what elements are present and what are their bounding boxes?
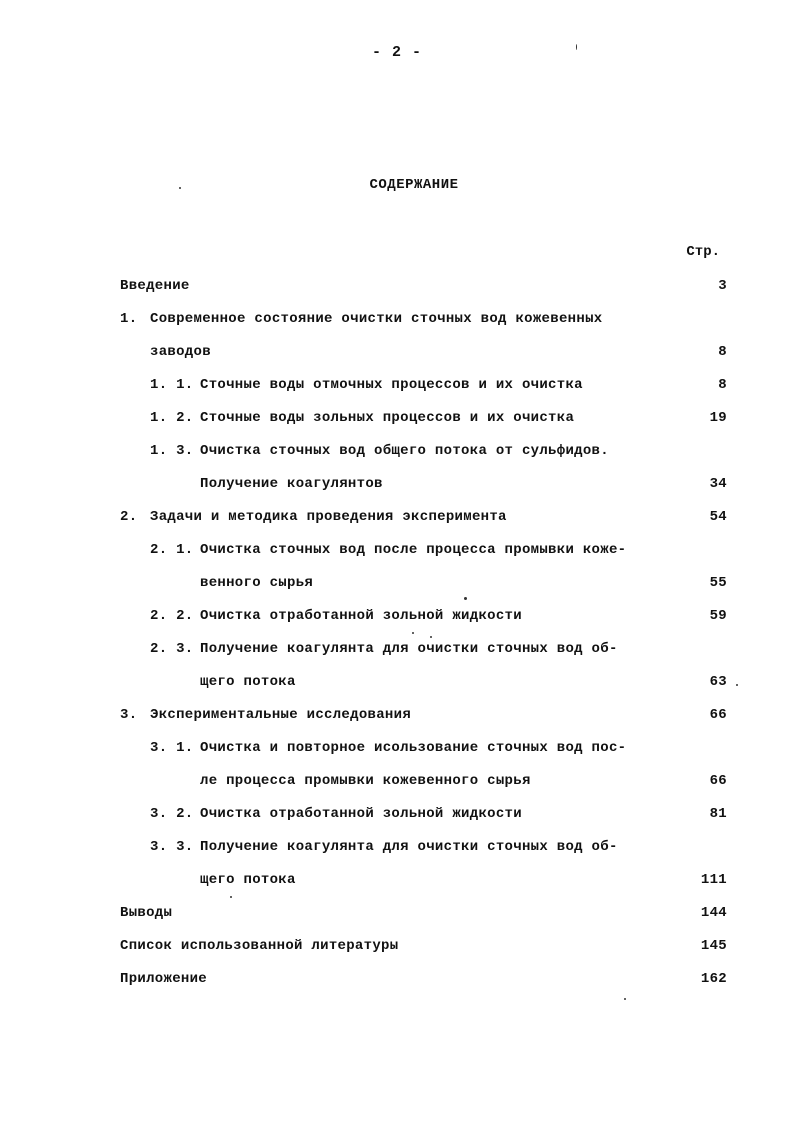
toc-entry-title: Экспериментальные исследования <box>150 707 412 723</box>
toc-entry-page: 19 <box>709 410 727 426</box>
toc-entry-title: Очистка сточных вод общего потока от сульфидов. <box>200 443 609 459</box>
toc-entry-s2-1 <box>0 534 794 567</box>
toc-entry-page: 162 <box>700 971 727 987</box>
toc-entry-intro <box>0 270 794 303</box>
toc-entry-s2-3 <box>0 633 794 666</box>
scan-speck <box>464 597 467 600</box>
toc-entry-page: 111 <box>700 872 727 888</box>
toc-entry-title: Приложение <box>120 971 208 987</box>
toc-entry-ch1 <box>0 303 794 336</box>
toc-entry-page: 144 <box>700 905 727 921</box>
page-number: - 2 - <box>371 44 422 61</box>
toc-entry-page: 8 <box>718 344 727 360</box>
toc-entry-page: 63 <box>709 674 727 690</box>
toc-entry-number: 3. 1. <box>150 740 194 756</box>
toc-entry-page: 81 <box>709 806 727 822</box>
toc-entry-s2-3-cont <box>0 666 794 699</box>
toc-entry-title: Задачи и методика проведения эксперимента <box>150 509 507 525</box>
toc-entry-number: 1. 3. <box>150 443 194 459</box>
toc-entry-number: 3. <box>120 707 138 723</box>
toc-entry-title: Введение <box>120 278 190 294</box>
toc-entry-title: Выводы <box>120 905 173 921</box>
toc-entry-references <box>0 930 794 963</box>
toc-entry-s1-3-cont <box>0 468 794 501</box>
toc-entry-page: 3 <box>718 278 727 294</box>
toc-entry-page: 55 <box>709 575 727 591</box>
toc-entry-s3-2 <box>0 798 794 831</box>
toc-entry-s2-1-cont <box>0 567 794 600</box>
toc-entry-s3-3-cont <box>0 864 794 897</box>
toc-entry-title: Получение коагулянта для очистки сточных вод об- <box>200 641 618 657</box>
toc-entry-title: Очистка отработанной зольной жидкости <box>200 608 522 624</box>
scan-speck <box>624 998 626 1000</box>
toc-entry-page: 66 <box>709 773 727 789</box>
toc-entry-title: Сточные воды отмочных процессов и их очистка <box>200 377 583 393</box>
toc-entry-s1-3 <box>0 435 794 468</box>
toc-entry-conclusions <box>0 897 794 930</box>
toc-entry-number: 2. 2. <box>150 608 194 624</box>
toc-entry-title-cont: щего потока <box>200 872 296 888</box>
toc-entry-s1-1 <box>0 369 794 402</box>
scan-speck <box>412 632 414 634</box>
toc-entry-number: 1. 2. <box>150 410 194 426</box>
toc-entry-title: Современное состояние очистки сточных вод кожевенных <box>150 311 603 327</box>
toc-entry-s3-1-cont <box>0 765 794 798</box>
page-column-label: Стр. <box>686 244 720 260</box>
toc-entry-page: 66 <box>709 707 727 723</box>
toc-entry-title-cont: щего потока <box>200 674 296 690</box>
toc-entry-page: 54 <box>709 509 727 525</box>
toc-entry-title: Очистка и повторное исользование сточных вод пос- <box>200 740 627 756</box>
toc-entry-title: Получение коагулянта для очистки сточных вод об- <box>200 839 618 855</box>
toc-entry-ch2 <box>0 501 794 534</box>
toc-entry-s2-2 <box>0 600 794 633</box>
toc-entry-title: Список использованной литературы <box>120 938 399 954</box>
page-title: СОДЕРЖАНИЕ <box>369 177 459 193</box>
toc-entry-s1-2 <box>0 402 794 435</box>
toc-entry-title-cont: Получение коагулянтов <box>200 476 383 492</box>
toc-entry-number: 2. 3. <box>150 641 194 657</box>
scan-speck <box>576 44 577 50</box>
toc-entry-page: 8 <box>718 377 727 393</box>
toc-entry-number: 3. 2. <box>150 806 194 822</box>
toc-entry-title-cont: заводов <box>150 344 211 360</box>
toc-entry-title: Сточные воды зольных процессов и их очистка <box>200 410 575 426</box>
toc-entry-s3-1 <box>0 732 794 765</box>
toc-entry-title: Очистка сточных вод после процесса промывки коже- <box>200 542 627 558</box>
toc-entry-page: 59 <box>709 608 727 624</box>
toc-entry-ch3 <box>0 699 794 732</box>
scan-speck <box>179 187 181 189</box>
scan-speck <box>736 684 738 686</box>
toc-entry-title-cont: венного сырья <box>200 575 314 591</box>
scan-speck <box>430 636 432 638</box>
toc-entry-appendix <box>0 963 794 996</box>
scan-speck <box>230 896 232 898</box>
toc-entry-page: 145 <box>700 938 727 954</box>
toc-entry-number: 2. 1. <box>150 542 194 558</box>
toc-entry-number: 1. 1. <box>150 377 194 393</box>
toc-entry-title-cont: ле процесса промывки кожевенного сырья <box>200 773 531 789</box>
toc-entry-ch1-cont <box>0 336 794 369</box>
toc-entry-title: Очистка отработанной зольной жидкости <box>200 806 522 822</box>
toc-entry-number: 3. 3. <box>150 839 194 855</box>
toc-entry-page: 34 <box>709 476 727 492</box>
toc-entry-s3-3 <box>0 831 794 864</box>
toc-entry-number: 2. <box>120 509 138 525</box>
toc-entry-number: 1. <box>120 311 138 327</box>
